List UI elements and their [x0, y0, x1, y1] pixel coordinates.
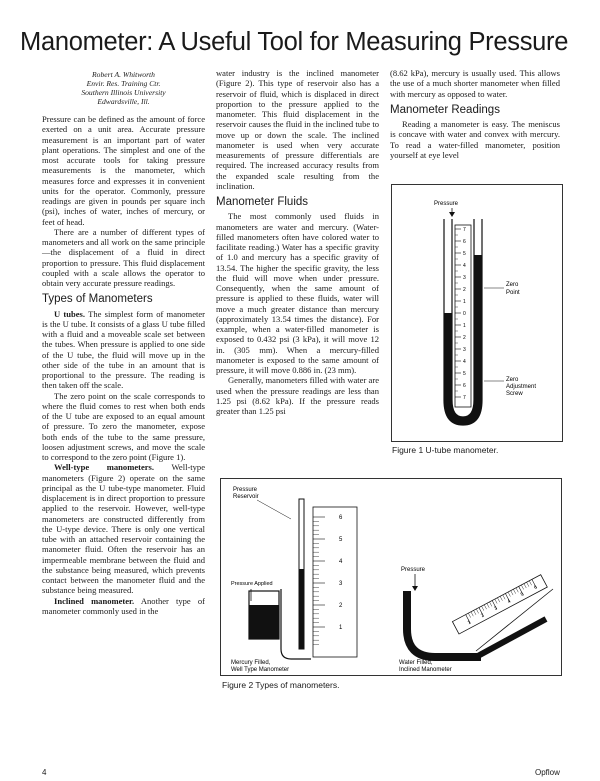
- column-3: [390, 68, 560, 160]
- scale-label: 2: [479, 612, 486, 620]
- paragraph: (8.62 kPa), mercury is usually used. This allows the use of a much shorter manometer when filled with mercury as opposed to water.: [390, 68, 560, 99]
- fig2-label-pressure: Pressure: [401, 567, 426, 573]
- scale-label: 7: [463, 227, 466, 233]
- fig2-label-well-1: Mercury Filled,: [231, 660, 271, 666]
- figure-2-frame: [220, 478, 562, 676]
- scale-label: 1: [463, 323, 466, 329]
- paragraph: water industry is the inclined manometer (Figure 2). This type of reservoir also has a reservoir of fluid, which is displaced in direct proportion to the pressure applied to the manometer. This fluid displacement in the reservoir causes the fluid in the inclined tube to move up or down the scale. The inclined manometer is used when very accurate measurements of pressure differentials are required. The increased accuracy results from the expanded scale resulting from the inclination.: [216, 68, 379, 191]
- scale-label: 2: [339, 603, 343, 609]
- journal-name: Opflow: [535, 768, 560, 777]
- paragraph: Well-type manometers. Well-type manometers (Figure 2) operate on the same principal as the U tube-type manometer. Fluid displacement is in direct proportion to pressure applied to the reservoir. However, well-type manometers are constructed differently from the U-type device. There is only one vertical tube with an attached reservoir containing the manometer fluid. Often the reservoir has an impermeable membrane between the fluid and the substance being measured, which prevents contact between the manometer fluid and the substance being measured.: [42, 462, 206, 596]
- fig2-label-reservoir-1: Pressure: [233, 487, 258, 493]
- well-reservoir-fluid: [249, 605, 279, 639]
- scale-label: 4: [506, 598, 512, 606]
- scale-label: 6: [532, 584, 539, 591]
- scale-label: 3: [339, 581, 343, 587]
- paragraph: Generally, manometers filled with water are used when the pressure readings are less than 1.25 psi (8.62 kPa). If the pressure reads greater than 1.25 psi: [216, 375, 379, 416]
- run-in-heading: Inclined manometer.: [54, 595, 135, 606]
- arrow-head-icon: [412, 586, 418, 591]
- fig1-label-screw: Screw: [506, 391, 523, 397]
- paragraph: The zero point on the scale corresponds to where the fluid comes to rest when both ends of the U tube are exposed to an equal amount of pressure. To zero the manometer, expose both ends of the tube to the same pressure, loosen adjustment screws, and move the scale to correspond to the zero point (Figure 1).: [42, 390, 205, 462]
- fig1-label-zero2: Zero: [506, 377, 519, 383]
- incl-tube-fluid: [476, 619, 546, 657]
- scale-label: 5: [339, 537, 343, 543]
- scale-label: 2: [463, 287, 466, 293]
- run-in-heading: Well-type manometers.: [54, 462, 155, 473]
- run-in-heading: U tubes.: [54, 308, 86, 319]
- well-scale-plate: [313, 507, 357, 657]
- fig1-label-zero: Zero: [506, 282, 519, 288]
- scale-label: 0: [463, 311, 466, 317]
- scale-label: 6: [339, 515, 343, 521]
- section-heading-fluids: Manometer Fluids: [216, 196, 309, 208]
- fig1-label-adjustment: Adjustment: [506, 384, 537, 390]
- scale-label: 5: [463, 371, 466, 377]
- article-title: Manometer: A Useful Tool for Measuring Pressure: [20, 28, 569, 56]
- section-heading-readings: Manometer Readings: [390, 103, 500, 116]
- paragraph: There are a number of different types of manometers and all work on the same principle—the displacement of a fluid in direct proportion to pressure. This fluid displacement coupled with a scale allows the operator to obtain very accurate pressure readings.: [42, 226, 205, 288]
- author-org: Envir. Res. Training Ctr.: [86, 79, 161, 88]
- author-block: [42, 70, 205, 106]
- well-tube-fluid: [299, 569, 304, 649]
- scale-label: 1: [339, 625, 343, 631]
- scale-label: 2: [463, 335, 466, 341]
- scale-label: 5: [519, 591, 525, 598]
- well-connector: [281, 589, 311, 659]
- scale-label: 3: [463, 347, 466, 353]
- paragraph: U tubes. The simplest form of manometer is the U tube. It consists of a glass U tube filled with a fluid and a moveable scale set between the tubes. When pressure is applied to one side of the U tube, the fluid will move up in the other side of the tube in an amount that is proportional to the pressure. The reading is then taken off the scale.: [42, 308, 205, 391]
- column-1: [42, 68, 205, 616]
- figure-2-caption: Figure 2 Types of manometers.: [222, 680, 340, 690]
- scale-label: 6: [463, 383, 466, 389]
- figure-1-frame: [391, 184, 563, 442]
- section-heading-types: Types of Manometers: [42, 293, 153, 306]
- figure-1-caption: Figure 1 U-tube manometer.: [392, 445, 499, 455]
- paragraph: Inclined manometer. Another type of manometer commonly used in the: [42, 595, 205, 616]
- fig1-label-point: Point: [506, 290, 520, 296]
- author-university: Southern Illinois University: [81, 88, 166, 97]
- scale-label: 4: [463, 359, 466, 365]
- scale-label: 3: [463, 275, 466, 281]
- manometer-types-diagram: [221, 479, 561, 675]
- column-2: [216, 68, 379, 416]
- scale-label: 4: [339, 559, 343, 565]
- paragraph: Reading a manometer is easy. The meniscus is concave with water and convex with mercury. To read a water-filled manometer, position yourself at eye level: [390, 119, 560, 160]
- scale-label: 3: [493, 605, 499, 613]
- fig2-label-applied: Pressure Applied: [231, 581, 273, 587]
- fig2-label-reservoir-2: Reservoir: [233, 494, 259, 500]
- scale-label: 5: [463, 251, 466, 257]
- paragraph: The most commonly used fluids in manometers are water and mercury. (Water-filled manometers often have colored water to facilitate reading.) Water has a specific gravity of 1.0 and mercury has a specific gravity of 13.54. The higher the specific gravity, the less the fluid will move when under pressure. Consequently, when the same amount of pressure is applied to these fluids, water will move a much greater distance than mercury (approximately 13.54 times the distance). For example, when a water-filled manometer is exposed to 0.432 psi (3 kPa), it will move 12 in. (305 mm). When a mercury-filled manometer is exposed to the same amount of pressure, it will move 0.886 in. (23 mm).: [216, 211, 379, 375]
- scale-label: 4: [463, 263, 466, 269]
- u-tube-diagram: [392, 185, 562, 441]
- arrow-head-icon: [449, 212, 455, 217]
- paragraph: Pressure can be defined as the amount of force exerted on a unit area. Accurate pressure measurement is an important part of water plant operations. The simplest and one of the most accurate tools for taking pressure measurements is the manometer, which measures force and expresses it in convenient units for the operator. Commonly, pressure readings are given in pounds per square inch (psi), inches of water, inches of mercury, or feet of head.: [42, 114, 205, 227]
- fig2-label-incl-1: Water Filled,: [399, 660, 433, 666]
- reservoir-leader: [257, 500, 291, 519]
- fig2-label-incl-2: Inclined Manometer: [399, 667, 452, 673]
- scale-label: 6: [463, 239, 466, 245]
- scale-label: 1: [466, 619, 472, 627]
- author-name: Robert A. Whitworth: [92, 70, 155, 79]
- page-number: 4: [42, 768, 47, 777]
- fig1-label-pressure: Pressure: [434, 201, 459, 207]
- fig2-label-well-2: Well Type Manometer: [231, 667, 290, 673]
- scale-label: 1: [463, 299, 466, 305]
- scale-label: 7: [463, 395, 466, 401]
- author-city: Edwardsville, Ill.: [97, 97, 150, 106]
